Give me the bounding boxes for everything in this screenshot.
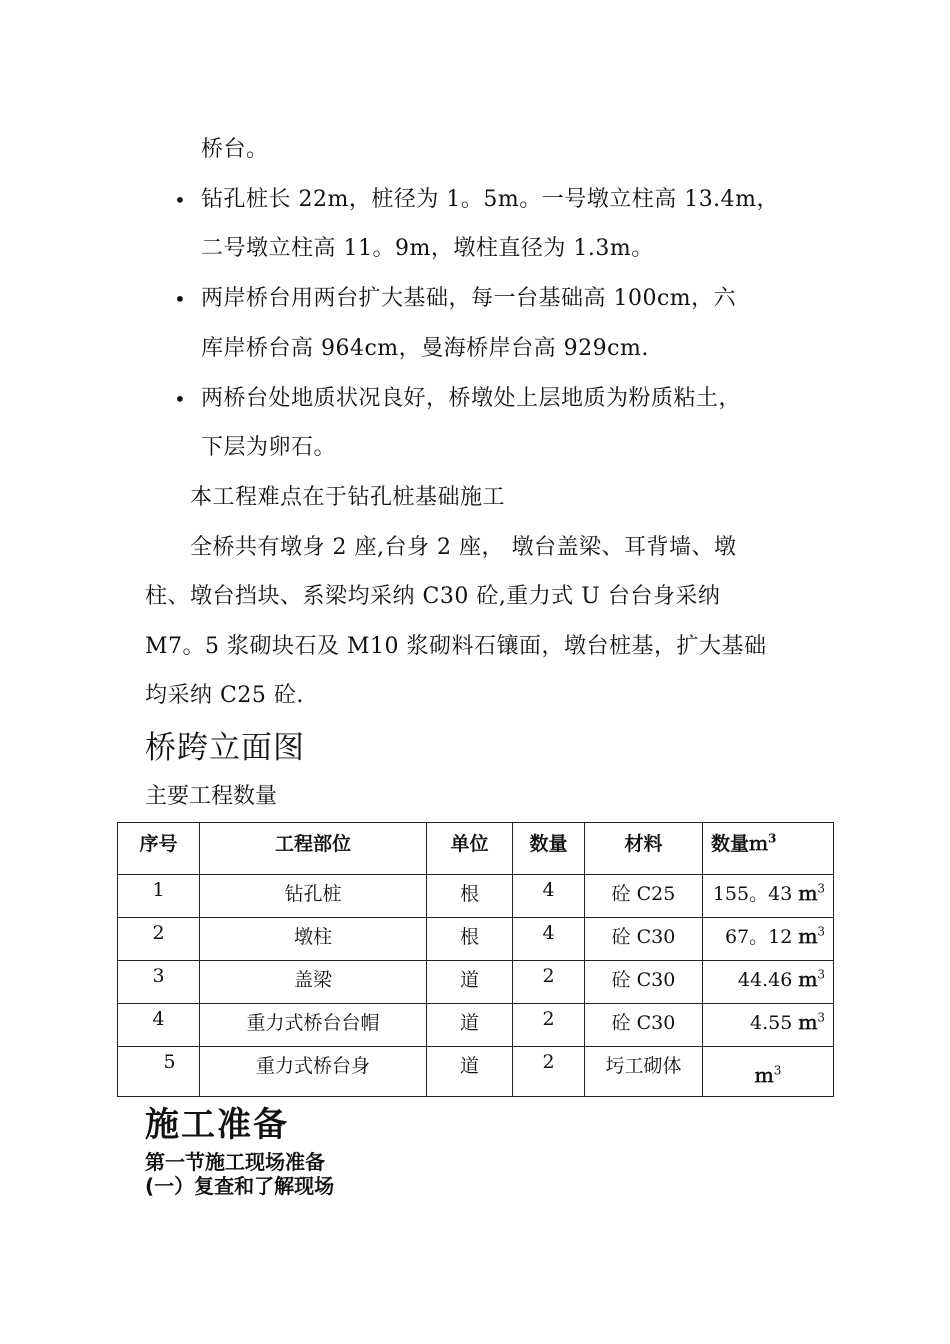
cell-material: 砼 C30: [585, 918, 703, 961]
bullet-3-line-1: 两桥台处地质状况良好，桥墩处上层地质为粉质粘土，: [201, 386, 742, 411]
volume-unit: ｍ: [798, 1012, 818, 1034]
cell-no: 5: [118, 1047, 200, 1097]
cell-count: 2: [513, 1004, 585, 1047]
intro-line: 桥台。: [201, 137, 269, 162]
header-count: 数量: [513, 823, 585, 875]
volume-sup: 3: [817, 1010, 825, 1025]
cell-no: 1: [118, 875, 200, 918]
cell-volume: [703, 875, 834, 918]
cell-part: 钻孔桩: [200, 875, 427, 918]
cell-part: 盖梁: [200, 961, 427, 1004]
quantity-heading: 主要工程数量: [145, 784, 278, 809]
volume-unit: ｍ: [754, 1065, 774, 1087]
cell-unit: 根: [427, 918, 513, 961]
cell-no: 3: [118, 961, 200, 1004]
cell-count: 4: [513, 875, 585, 918]
cell-part: 重力式桥台台帽: [200, 1004, 427, 1047]
cell-material: 砼 C30: [585, 1004, 703, 1047]
volume-unit: ｍ: [798, 926, 818, 948]
header-volume-sup: 3: [768, 831, 777, 846]
table-row: [118, 1047, 834, 1097]
table-row: [118, 875, 834, 918]
paragraph-line-3: M7。5 浆砌块石及 M10 浆砌料石镶面，墩台桩基，扩大基础: [145, 634, 767, 659]
difficulty-text: 本工程难点在于钻孔桩基础施工: [190, 485, 506, 510]
volume-value: 44.46: [737, 969, 793, 991]
cell-volume: [703, 1004, 834, 1047]
volume-value: 4.55: [749, 1012, 793, 1034]
volume-unit: ｍ: [798, 883, 818, 905]
subsection-heading: (一）复查和了解现场: [145, 1174, 335, 1198]
section-heading: 第一节施工现场准备: [145, 1150, 325, 1174]
volume-sup: 3: [817, 967, 825, 982]
cell-unit: 根: [427, 875, 513, 918]
header-no: 序号: [118, 823, 200, 875]
paragraph-line-2: 柱、墩台挡块、系梁均采纳 C30 砼,重力式 U 台台身采纳: [145, 584, 721, 609]
volume-unit: ｍ: [798, 969, 818, 991]
volume-sup: 3: [773, 1063, 782, 1078]
cell-no: 2: [118, 918, 200, 961]
table-header-row: [118, 823, 834, 875]
cell-material: 圬工砌体: [585, 1047, 703, 1097]
cell-count: 2: [513, 1047, 585, 1097]
cell-no: 4: [118, 1004, 200, 1047]
bullet-2-line-2: 库岸桥台高 964cm，曼海桥岸台高 929cm.: [201, 336, 649, 361]
header-volume: [703, 823, 834, 875]
cell-part: 重力式桥台身: [200, 1047, 427, 1097]
bullet-1-line-2: 二号墩立柱高 11。9m，墩柱直径为 1.3m。: [201, 236, 654, 261]
header-material: 材料: [585, 823, 703, 875]
bridge-elevation-heading: 桥跨立面图: [145, 730, 305, 766]
cell-volume: [703, 961, 834, 1004]
table-row: [118, 1004, 834, 1047]
table-row: [118, 961, 834, 1004]
paragraph-line-1: 全桥共有墩身 2 座,台身 2 座， 墩台盖梁、耳背墙、墩: [190, 535, 737, 560]
header-volume-label: 数量ｍ: [711, 833, 769, 855]
cell-count: 2: [513, 961, 585, 1004]
cell-unit: 道: [427, 1047, 513, 1097]
bullet-3-line-2: 下层为卵石。: [201, 435, 337, 460]
quantity-table: [117, 822, 834, 1097]
cell-unit: 道: [427, 961, 513, 1004]
bullet-icon: •: [174, 287, 186, 311]
cell-volume: [703, 1047, 834, 1097]
bullet-1-line-1: 钻孔桩长 22m，桩径为 1。5m。一号墩立柱高 13.4m，: [201, 187, 780, 212]
bullet-icon: •: [174, 387, 186, 411]
volume-sup: 3: [817, 881, 825, 896]
volume-value: 67。12: [724, 926, 793, 948]
cell-part: 墩柱: [200, 918, 427, 961]
bullet-icon: •: [174, 188, 186, 212]
cell-volume: [703, 918, 834, 961]
volume-value: 155。43: [712, 883, 793, 905]
header-part: 工程部位: [200, 823, 427, 875]
bullet-2-line-1: 两岸桥台用两台扩大基础，每一台基础高 100cm，六: [201, 286, 737, 311]
cell-material: 砼 C25: [585, 875, 703, 918]
header-unit: 单位: [427, 823, 513, 875]
volume-sup: 3: [817, 924, 825, 939]
cell-count: 4: [513, 918, 585, 961]
table-row: [118, 918, 834, 961]
cell-unit: 道: [427, 1004, 513, 1047]
paragraph-line-4: 均采纳 C25 砼.: [145, 683, 304, 708]
cell-material: 砼 C30: [585, 961, 703, 1004]
construction-prep-heading: 施工准备: [145, 1105, 289, 1145]
